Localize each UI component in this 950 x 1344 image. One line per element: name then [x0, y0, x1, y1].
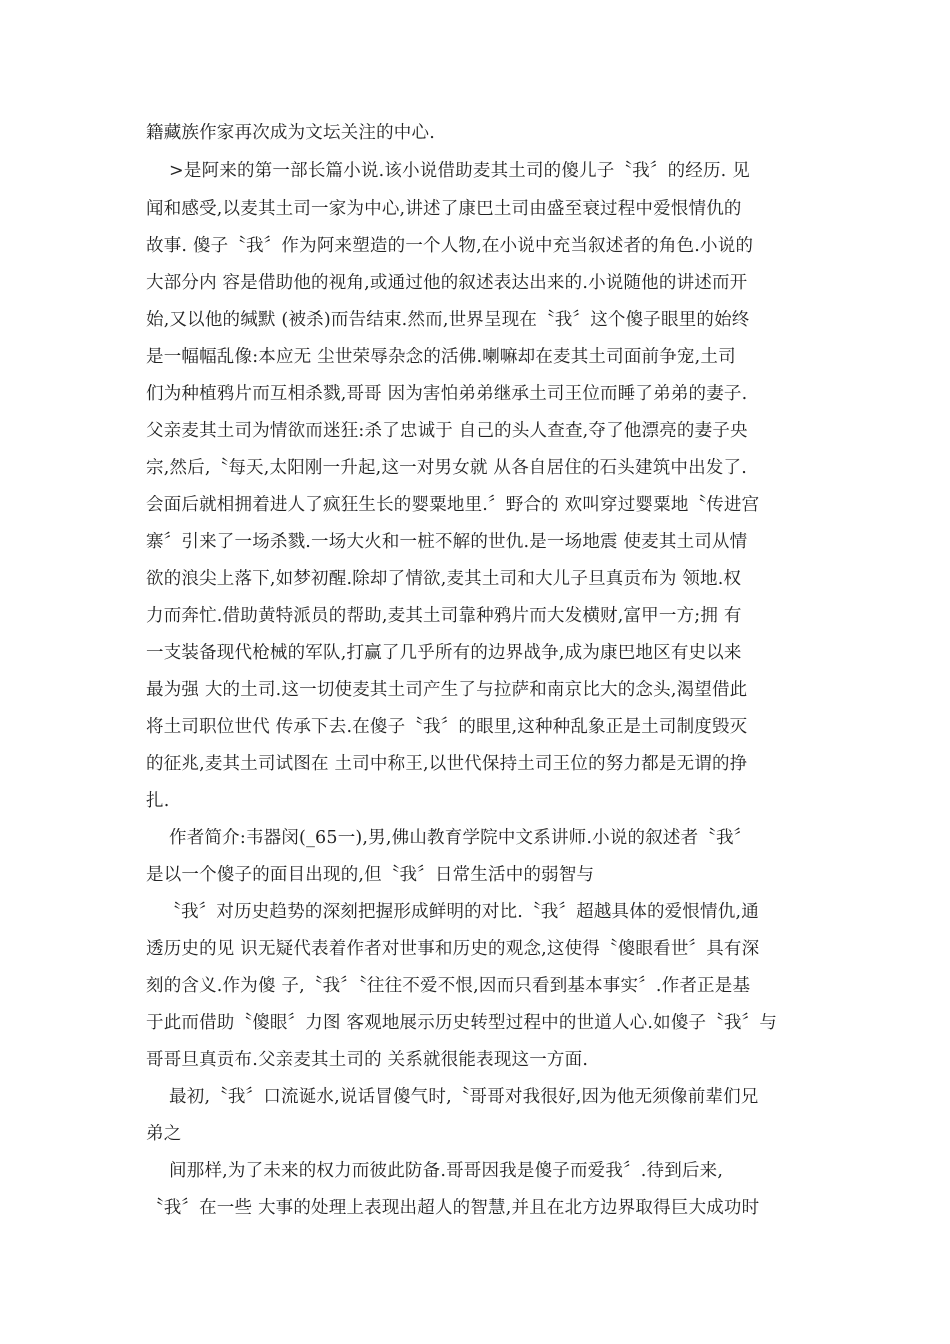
- text-line: 〝我〞对历史趋势的深刻把握形成鲜明的对比.〝我〞超越具体的爱恨情仇,通: [146, 902, 759, 922]
- text-line: 弟之: [146, 1124, 182, 1144]
- text-line: 们为种植鸦片而互相杀戮,哥哥 因为害怕弟弟继承土司王位而睡了弟弟的妻子.: [146, 384, 748, 404]
- text-line: 哥哥旦真贡布.父亲麦其土司的 关系就很能表现这一方面.: [146, 1050, 589, 1070]
- text-line: 始,又以他的缄默 (被杀)而告结束.然而,世界呈现在〝我〞这个傻子眼里的始终: [146, 310, 750, 330]
- text-line: 欲的浪尖上落下,如梦初醒.除却了情欲,麦其土司和大儿子旦真贡布为 领地.权: [146, 569, 742, 589]
- text-line: 故事. 傻子〝我〞作为阿来塑造的一个人物,在小说中充当叙述者的角色.小说的: [146, 236, 754, 256]
- text-line: 闻和感受,以麦其土司一家为中心,讲述了康巴土司由盛至衰过程中爱恨情仇的: [146, 199, 742, 219]
- text-line: 最为强 大的土司.这一切使麦其土司产生了与拉萨和南京比大的念头,渴望借此: [146, 680, 748, 700]
- text-line: 是一幅幅乱像:本应无 尘世荣辱杂念的活佛.喇嘛却在麦其土司面前争宠,土司: [146, 347, 736, 367]
- text-line: 将土司职位世代 传承下去.在傻子〝我〞的眼里,这种种乱象正是土司制度毁灭: [146, 717, 748, 737]
- text-line: 力而奔忙.借助黄特派员的帮助,麦其土司靠种鸦片而大发横财,富甲一方;拥 有: [146, 606, 742, 626]
- text-line: >是阿来的第一部长篇小说.该小说借助麦其土司的傻儿子〝我〞的经历. 见: [146, 161, 750, 181]
- text-line: 扎.: [146, 791, 170, 811]
- text-line: 寨〞引来了一场杀戮.一场大火和一桩不解的世仇.是一场地震 使麦其土司从情: [146, 532, 748, 552]
- text-line: 于此而借助〝傻眼〞力图 客观地展示历史转型过程中的世道人心.如傻子〝我〞与: [146, 1013, 778, 1033]
- text-line: 籍藏族作家再次成为文坛关注的中心.: [146, 123, 435, 143]
- text-line: 一支装备现代枪械的军队,打赢了几乎所有的边界战争,成为康巴地区有史以来: [146, 643, 742, 663]
- text-line: 最初,〝我〞口流诞水,说话冒傻气时,〝哥哥对我很好,因为他无须像前辈们兄: [146, 1087, 759, 1107]
- text-line: 是以一个傻子的面目出现的,但〝我〞日常生活中的弱智与: [146, 865, 595, 885]
- text-line: 父亲麦其土司为情欲而迷狂:杀了忠诚于 自己的头人查查,夺了他漂亮的妻子央: [146, 421, 748, 441]
- text-line: 会面后就相拥着进人了疯狂生长的婴粟地里.〞野合的 欢叫穿过婴粟地〝传进宫: [146, 495, 760, 515]
- text-line: 透历史的见 识无疑代表着作者对世事和历史的观念,这使得〝傻眼看世〞具有深: [146, 939, 760, 959]
- text-line: 作者简介:韦器闵(_65一),男,佛山教育学院中文系讲师.小说的叙述者〝我〞: [146, 828, 752, 848]
- text-line: 〝我〞在一些 大事的处理上表现出超人的智慧,并且在北方边界取得巨大成功时: [146, 1198, 760, 1218]
- text-line: 的征兆,麦其土司试图在 土司中称王,以世代保持土司王位的努力都是无谓的挣: [146, 754, 748, 774]
- text-line: 间那样,为了未来的权力而彼此防备.哥哥因我是傻子而爱我〞.待到后来,: [146, 1161, 724, 1181]
- text-line: 宗,然后,〝每天,太阳刚一升起,这一对男女就 从各自居住的石头建筑中出发了.: [146, 458, 747, 478]
- text-line: 刻的含义.作为傻 子,〝我〞〝往往不爱不恨,因而只看到基本事实〞.作者正是基: [146, 976, 751, 996]
- text-line: 大部分内 容是借助他的视角,或通过他的叙述表达出来的.小说随他的讲述而开: [146, 273, 748, 293]
